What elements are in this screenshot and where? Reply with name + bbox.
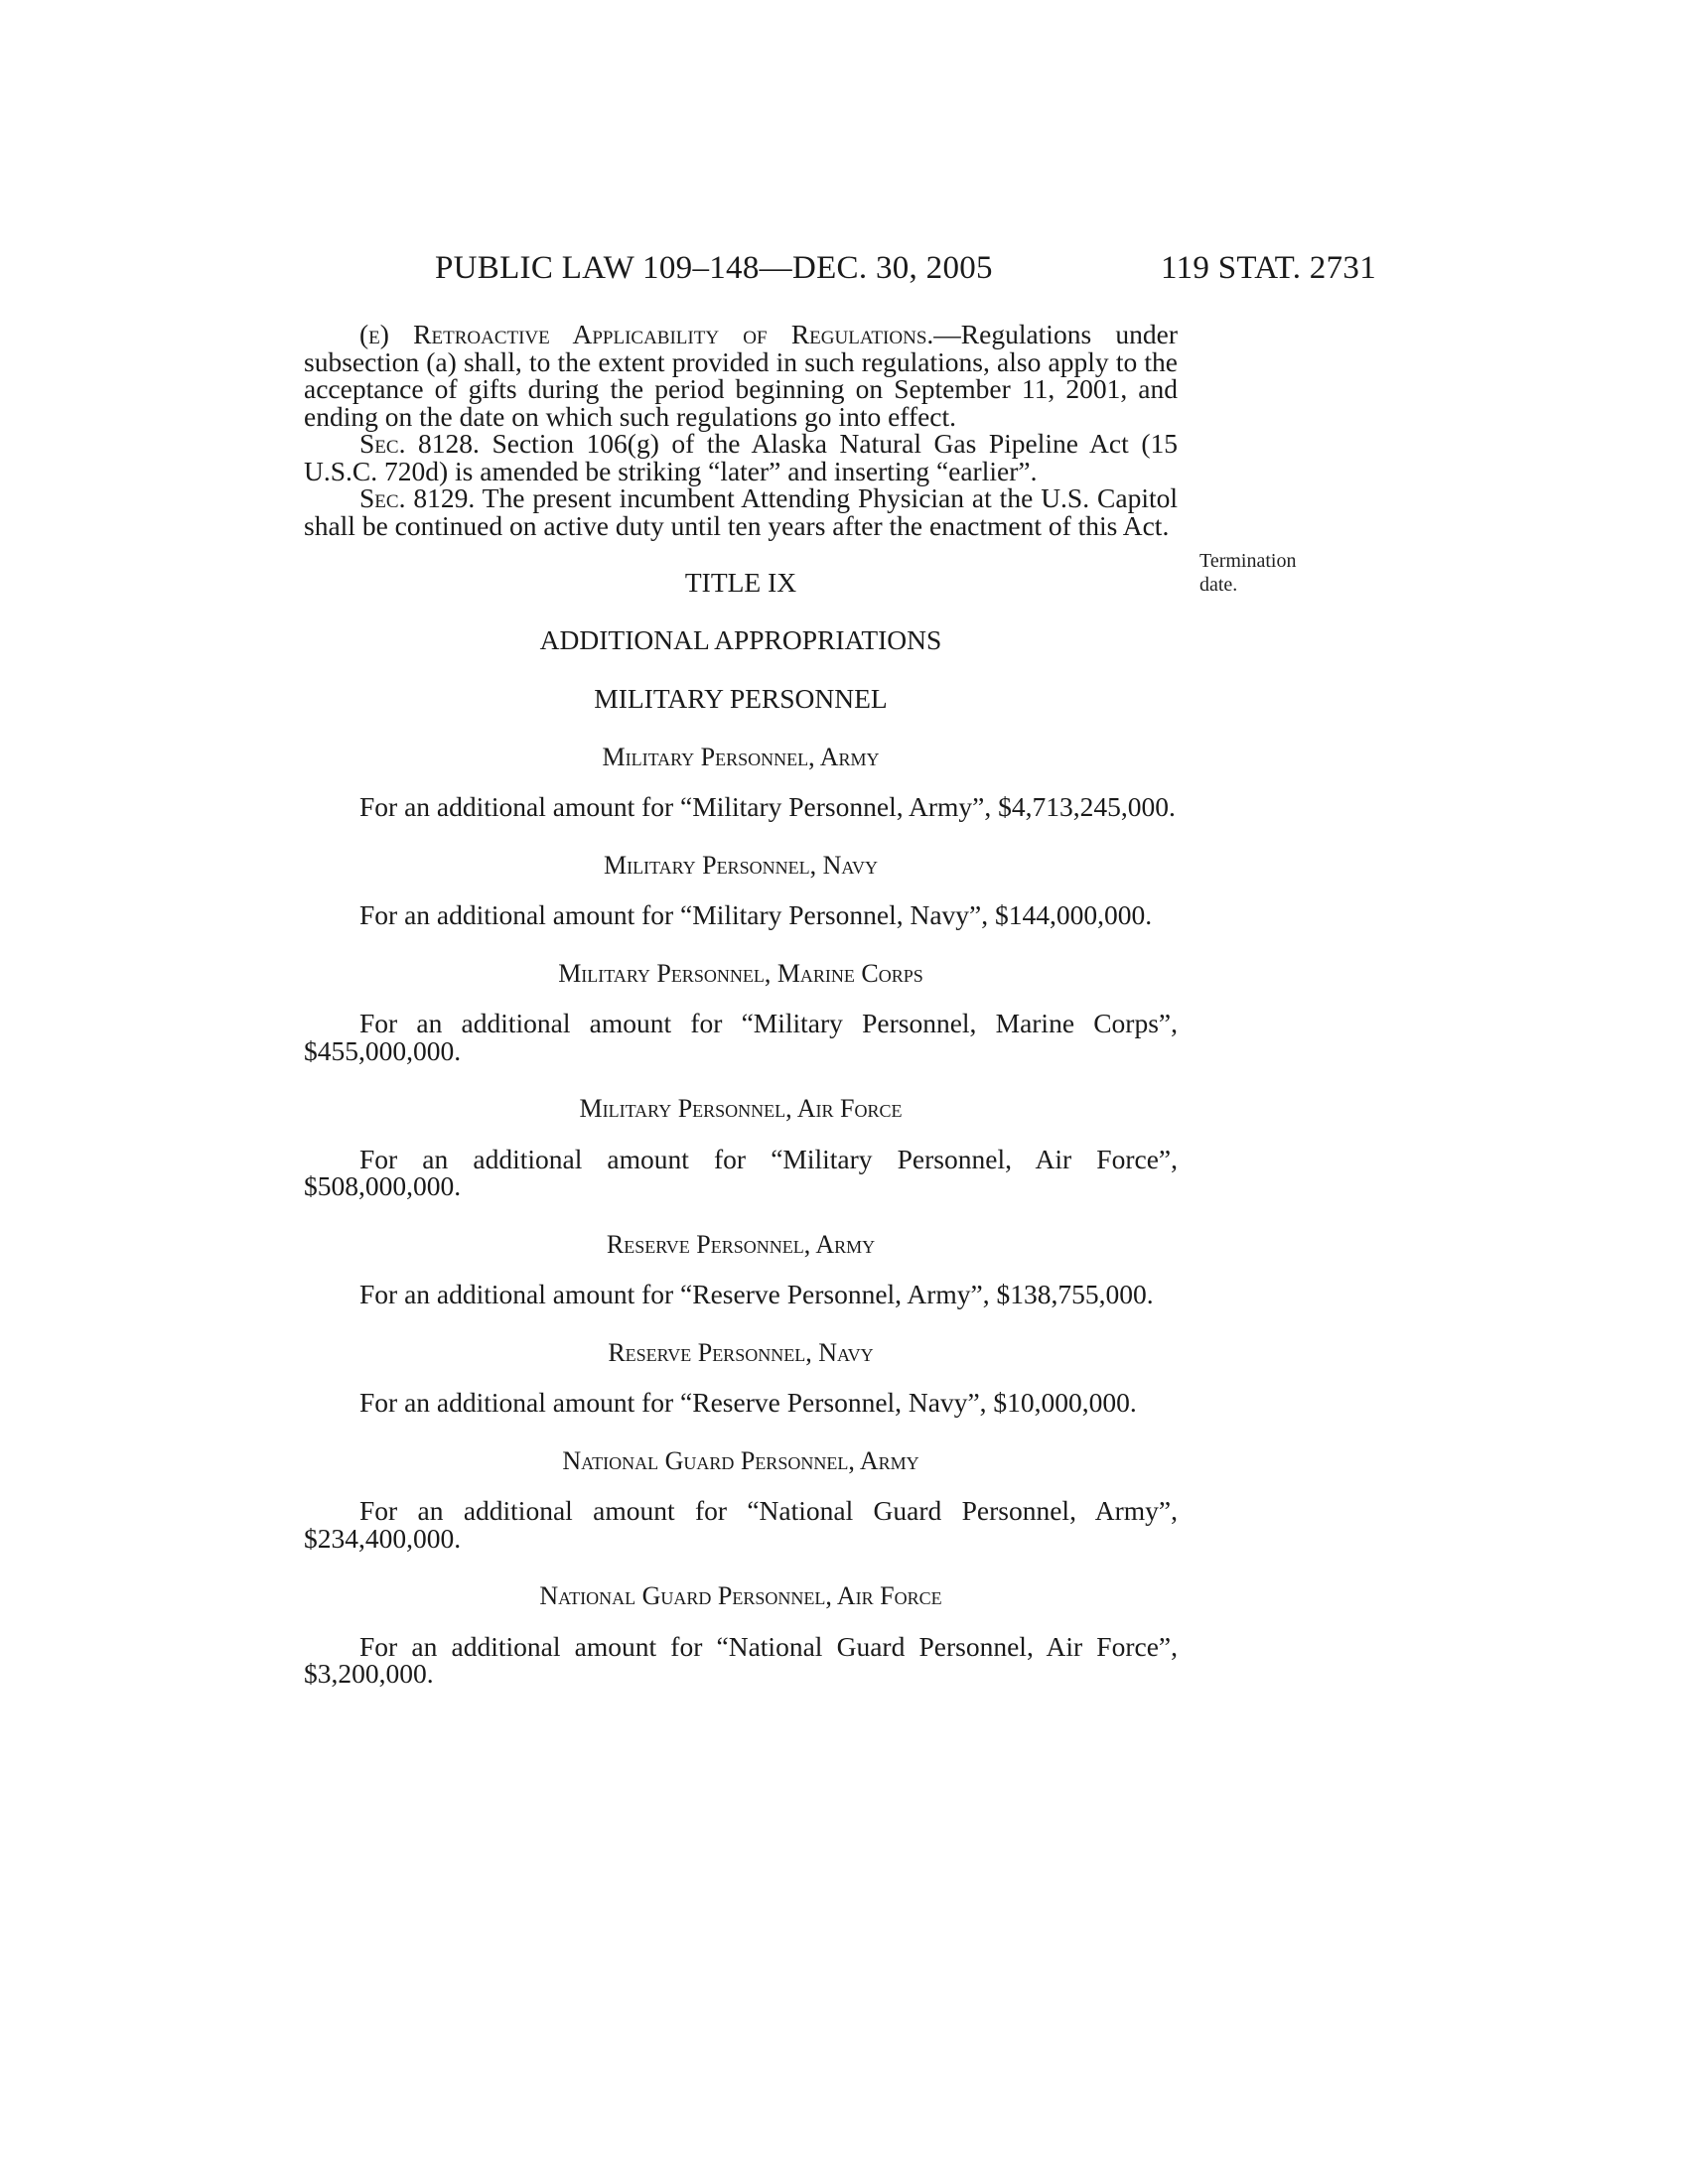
- paragraph-text: 8128. Section 106(g) of the Alaska Natural Gas Pipeline Act (15 U.S.C. 720d) is amended be striking “later” and inserting “earlier”.: [304, 428, 1178, 486]
- appropriation-text: For an additional amount for “Military Personnel, Air Force”, $508,000,000.: [304, 1143, 1178, 1201]
- section-label: Sec.: [359, 428, 406, 459]
- paragraph-sec-8129: [304, 484, 1178, 539]
- document-body: [304, 321, 1178, 1688]
- title-name: ADDITIONAL APPROPRIATIONS: [539, 623, 942, 655]
- appropriation-heading: Military Personnel, Army: [602, 742, 880, 771]
- paragraph-text: 8129. The present incumbent Attending Physician at the U.S. Capitol shall be continued on active duty until ten years after the enactment of this Act.: [304, 482, 1178, 541]
- appropriation-heading: Military Personnel, Navy: [603, 850, 879, 880]
- appropriations-list: [304, 744, 1178, 1688]
- paragraph-text: —Regulations under subsection (a) shall, to the extent provided in such regulations, also apply to the acceptance of gifts during the period beginning on September 11, 2001, and ending on the date on which such regulations go into effect.: [304, 319, 1178, 432]
- appropriation-text: For an additional amount for “Military Personnel, Army”, $4,713,245,000.: [359, 791, 1176, 822]
- statute-page-number: 119 STAT. 2731: [1161, 250, 1376, 286]
- section-label: Sec.: [359, 482, 406, 513]
- appropriation-heading: Military Personnel, Air Force: [579, 1094, 903, 1123]
- appropriation-text: For an additional amount for “Reserve Personnel, Navy”, $10,000,000.: [359, 1387, 1137, 1418]
- category-heading: MILITARY PERSONNEL: [594, 683, 888, 714]
- title-number: TITLE IX: [684, 567, 797, 598]
- appropriation-heading: Reserve Personnel, Navy: [608, 1337, 874, 1367]
- subsection-heading: (e) Retroactive Applicability of Regulations.: [359, 319, 934, 349]
- margin-note: [1199, 549, 1296, 597]
- margin-note-line: date.: [1199, 574, 1238, 596]
- appropriation-heading: National Guard Personnel, Air Force: [539, 1581, 942, 1610]
- paragraph-sec-8128: [304, 430, 1178, 484]
- appropriation-text: For an additional amount for “Reserve Personnel, Army”, $138,755,000.: [359, 1279, 1154, 1309]
- appropriation-heading: Military Personnel, Marine Corps: [558, 958, 923, 988]
- appropriation-text: For an additional amount for “Military Personnel, Navy”, $144,000,000.: [359, 899, 1153, 930]
- appropriation-text: For an additional amount for “Military Personnel, Marine Corps”, $455,000,000.: [304, 1008, 1178, 1066]
- appropriation-heading: Reserve Personnel, Army: [606, 1229, 876, 1259]
- appropriation-heading: National Guard Personnel, Army: [562, 1445, 919, 1475]
- appropriation-text: For an additional amount for “National Guard Personnel, Army”, $234,400,000.: [304, 1495, 1178, 1554]
- paragraph-retroactive-applicability: [304, 321, 1178, 430]
- appropriation-text: For an additional amount for “National Guard Personnel, Air Force”, $3,200,000.: [304, 1630, 1178, 1689]
- public-law-citation: PUBLIC LAW 109–148—DEC. 30, 2005: [435, 250, 993, 286]
- margin-note-line: Termination: [1199, 550, 1297, 572]
